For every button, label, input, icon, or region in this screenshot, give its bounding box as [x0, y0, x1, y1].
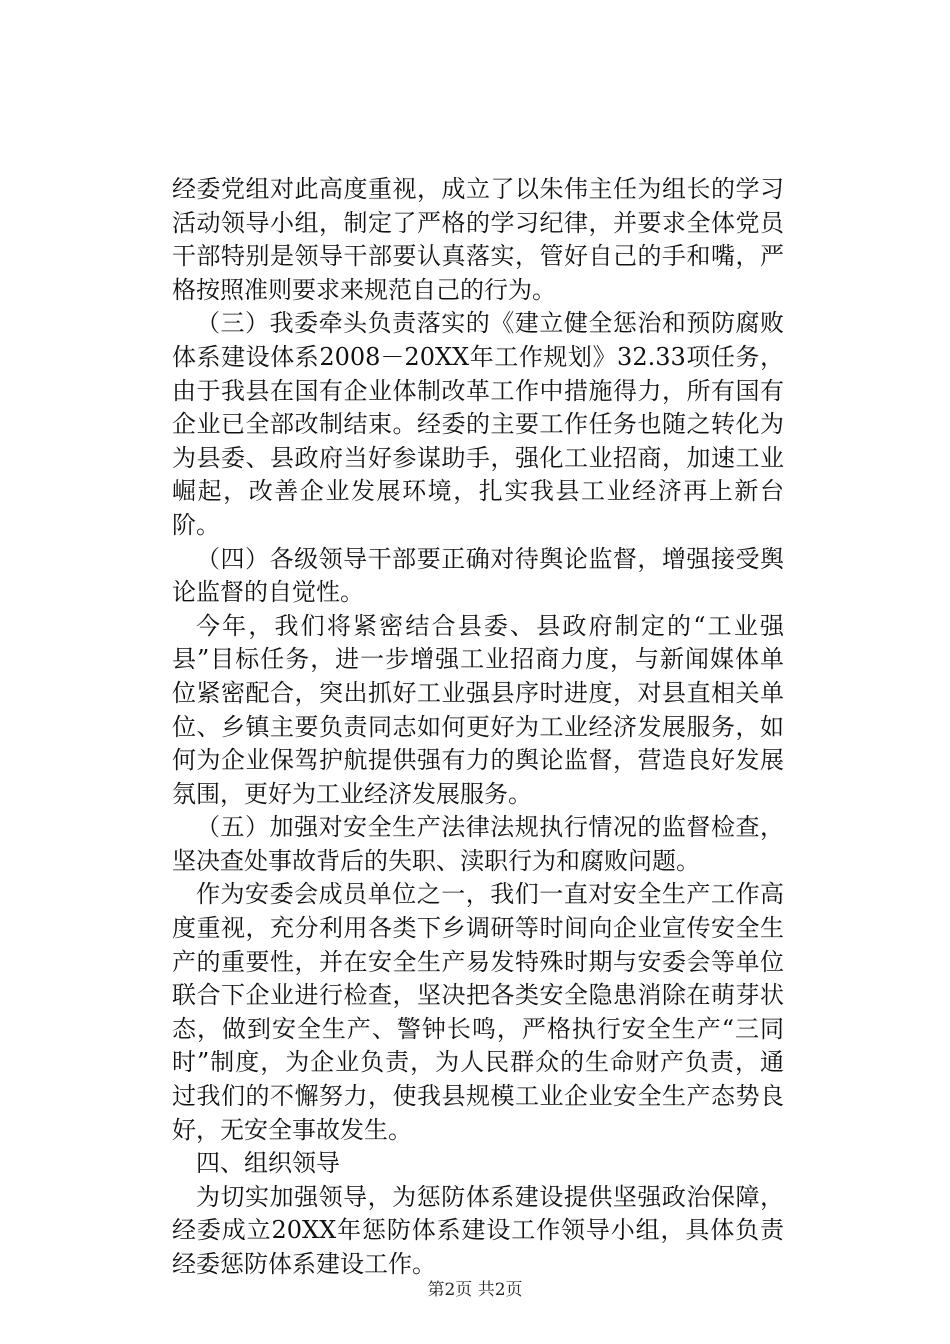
paragraph-section-4: （四）各级领导干部要正确对待舆论监督，增强接受舆论监督的自觉性。	[172, 544, 784, 607]
paragraph-section-4-body: 今年，我们将紧密结合县委、县政府制定的“工业强县”目标任务，进一步增强工业招商力度，与新闻媒体单位紧密配合，突出抓好工业强县序时进度，对县直相关单位、乡镇主要负责同志如何更好为工业经济发展服务，如何为企业保驾护航提供强有力的舆论监督，营造良好发展氛围，更好为工业经济发展服务。	[172, 611, 784, 808]
paragraph-section-5-body: 作为安委会成员单位之一，我们一直对安全生产工作高度重视，充分利用各类下乡调研等时间向企业宣传安全生产的重要性，并在安全生产易发特殊时期与安委会等单位联合下企业进行检查，坚决把各类安全隐患消除在萌芽状态，做到安全生产、警钟长鸣，严格执行安全生产“三同时”制度，为企业负责，为人民群众的生命财产负责，通过我们的不懈努力，使我县规模工业企业安全生产态势良好，无安全事故发生。	[172, 880, 784, 1144]
page-number-footer: 第2页 共2页	[427, 1280, 523, 1300]
paragraph-organization-body: 为切实加强领导，为惩防体系建设提供坚强政治保障，经委成立20XX年惩防体系建设工作领导小组，具体负责经委惩防体系建设工作。	[172, 1182, 784, 1278]
paragraph-section-3: （三）我委牵头负责落实的《建立健全惩治和预防腐败体系建设体系2008－20XX年工作规划》32.33项任务，由于我县在国有企业体制改革工作中措施得力，所有国有企业已全部改制结束。经委的主要工作任务也随之转化为为县委、县政府当好参谋助手，强化工业招商，加速工业崛起，改善企业发展环境，扎实我县工业经济再上新台阶。	[172, 309, 784, 539]
heading-organization-leadership: 四、组织领导	[196, 1149, 340, 1178]
document-body	[172, 173, 784, 1282]
paragraph-section-5: （五）加强对安全生产法律法规执行情况的监督检查，坚决查处事故背后的失职、渎职行为和腐败问题。	[172, 813, 784, 875]
paragraph-intro: 经委党组对此高度重视，成立了以朱伟主任为组长的学习活动领导小组，制定了严格的学习纪律，并要求全体党员干部特别是领导干部要认真落实，管好自己的手和嘴，严格按照准则要求来规范自己的行为。	[172, 175, 784, 304]
